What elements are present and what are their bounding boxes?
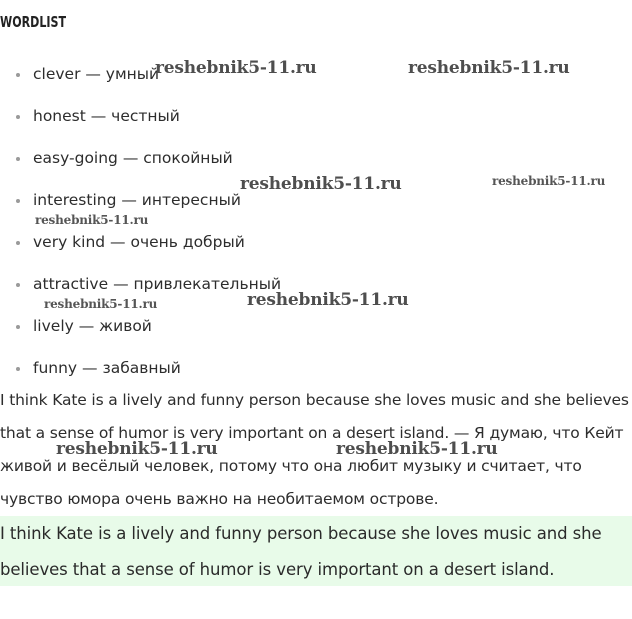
watermark: reshebnik5-11.ru <box>56 439 218 459</box>
list-item: honest — честный <box>0 102 281 144</box>
wordlist <box>0 60 281 396</box>
watermark: reshebnik5-11.ru <box>240 174 402 194</box>
watermark: reshebnik5-11.ru <box>247 290 409 310</box>
watermark: reshebnik5-11.ru <box>35 213 149 227</box>
list-item: very kind — очень добрый <box>0 228 281 270</box>
watermark: reshebnik5-11.ru <box>492 174 606 188</box>
list-item: clever — умный <box>0 60 281 102</box>
wordlist-heading: WORDLIST <box>0 13 67 31</box>
list-item: interesting — интересный <box>0 186 281 228</box>
translation-paragraph: I think Kate is a lively and funny person because she loves music and she believes that a sense of humor is very important on a desert island. — Я думаю, что Кейт живой и весёлый человек, потому что она любит музыку и считает, что чувство юмора очень важно на необитаемом острове. <box>0 391 629 508</box>
answer-highlight <box>0 516 632 586</box>
watermark: reshebnik5-11.ru <box>155 58 317 78</box>
watermark: reshebnik5-11.ru <box>44 297 158 311</box>
list-item: easy-going — спокойный <box>0 144 281 186</box>
watermark: reshebnik5-11.ru <box>408 58 570 78</box>
answer-text: I think Kate is a lively and funny person because she loves music and she believes that a sense of humor is very important on a desert island. <box>0 524 602 579</box>
watermark: reshebnik5-11.ru <box>336 439 498 459</box>
list-item: funny — забавный <box>0 354 281 396</box>
list-item: attractive — привлекательный <box>0 270 281 312</box>
list-item: lively — живой <box>0 312 281 354</box>
